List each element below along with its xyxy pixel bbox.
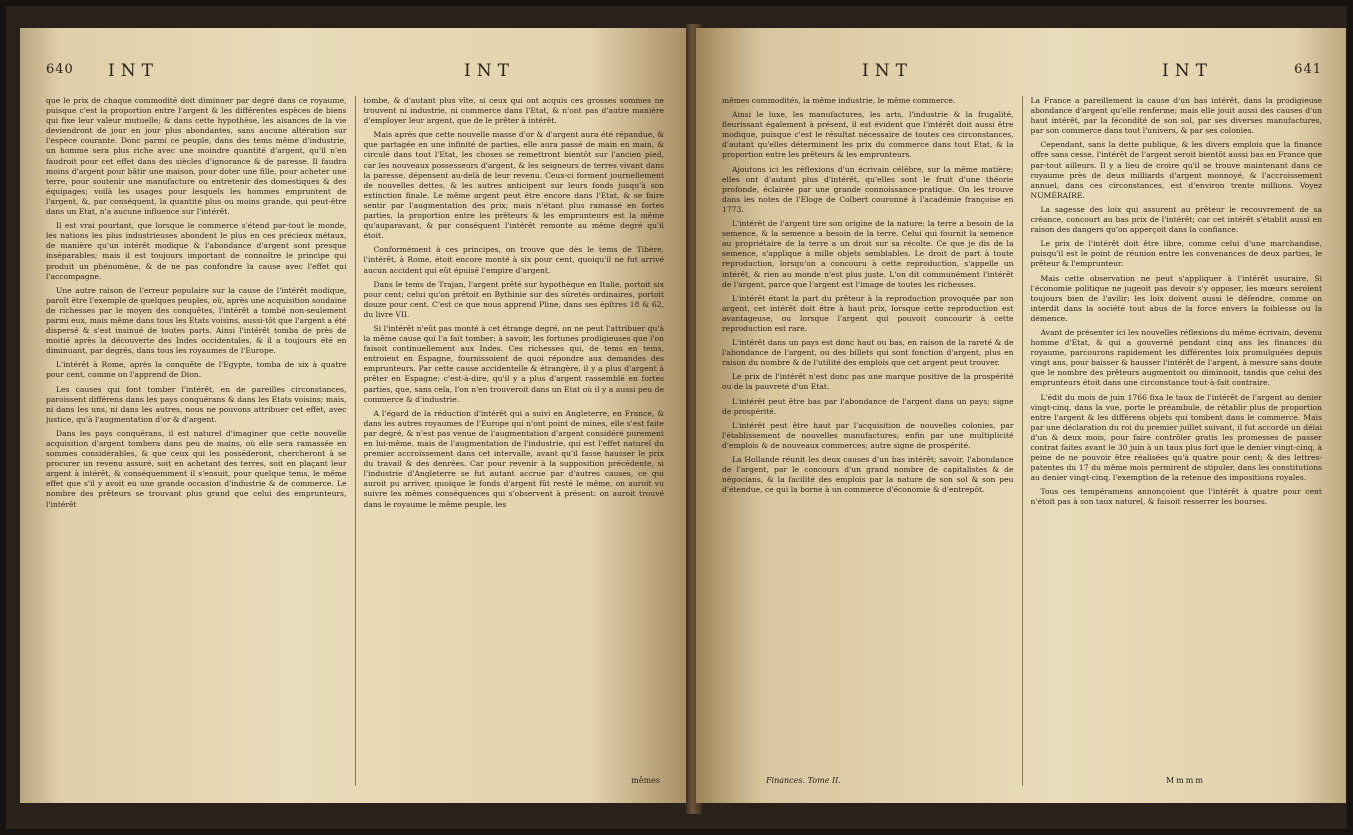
paragraph: Les causes qui font tomber l'intérêt, en de pareilles circonstances, paroissent différens dans les pays conquérans & dans les Etats voisins; mais, ni dans les uns, ni dans les autres, nous ne pouvons attribuer cet effet, avec justice, qu'à l'augmentation d'or & d'argent. — [46, 384, 347, 424]
running-head-right: INT — [464, 61, 515, 81]
running-head-right: INT — [1162, 61, 1213, 81]
paragraph: Conformément à ces principes, on trouve que dès le tems de Tibère, l'intérêt, à Rome, étoit encore monté à six pour cent, quoiqu'il ne fut arrivé aucun accident qui eût épuisé l'empire d'argent. — [363, 245, 664, 275]
paragraph: Dans le tems de Trajan, l'argent prêté sur hypothèque en Italie, portoit six pour cent; celui qu'on prêtoit en Bythinie sur des sûretés ordinaires, portoit douze pour cent. C'est ce que nous apprend Pline, dans ses épîtres 18 & 62, du livre VII. — [363, 279, 664, 319]
column-rule — [1022, 96, 1023, 786]
paragraph: L'édit du mois de juin 1766 fixa le taux de l'intérêt de l'argent au denier vingt-cinq, dans la vue, porte le préambule, de rétablir plus de proportion entre l'argent & les différens objets qui tombent dans le commerce. Mais par une déclaration du roi du premier juillet suivant, il fut accordé un délai d'un & deux mois, pour faire contrôler gratis les promesses de passer contrat faites avant le 30 juin à un taux plus fort que le denier vingt-cinq, à peine de ne pouvoir être réalisées qu'à quatre pour cent; & des lettres-patentes du 17 du même mois permirent de stipuler, dans les constitutions au denier vingt-cinq, l'exemption de la retenue des impositions royales. — [1030, 392, 1322, 483]
left-column-1 — [46, 96, 347, 786]
page-number: 640 — [46, 62, 74, 77]
left-page-header — [46, 28, 664, 81]
footer-volume: Finances. Tome II. — [766, 776, 841, 785]
open-book — [6, 6, 1347, 829]
paragraph: Si l'intérêt n'eût pas monté à cet étrange degré, on ne peut l'attribuer qu'à la même cause qui l'a fait tomber; à savoir, les fortunes prodigieuses que l'on faisoit continuellement aux Indes. Ces richesses qui, de tems en tems, entroient en Espagne, fournissoient de quoi répondre aux demandes des emprunteurs. Par cette cause accidentelle & étrangère, il y a plus d'argent à prêter en Espagne; c'est-à-dire, qu'il y a plus d'argent rassemblé en fortes parties, que, sans cela, l'on n'en trouveroit dans un Etat où il y a aussi peu de commerce & d'industrie. — [363, 323, 664, 404]
paragraph: Une autre raison de l'erreur populaire sur la cause de l'intérêt modique, paroît être l'exemple de quelques peuples, où, après une acquisition soudaine de richesses par le moyen des conquêtes, l'intérêt a tombé non-seulement parmi eux, mais même dans tous les Etats voisins, aussi-tôt que l'argent a été dispersé & s'est insinué de toutes parts. Ainsi l'intérêt tomba de près de moitié après la découverte des Indes occidentales, & il a toujours été en diminuant, par degrés, dans tous les royaumes de l'Europe. — [46, 285, 347, 356]
paragraph: tombe, & d'autant plus vîte, si ceux qui ont acquis ces grosses sommes ne trouvent ni industrie, ni commerce dans l'Etat, & n'ont pas d'autre manière d'employer leur argent, que de le prêter à intérêt. — [363, 96, 664, 126]
paragraph: L'intérêt à Rome, après la conquête de l'Egypte, tomba de six à quatre pour cent, comme on l'apprend de Dion. — [46, 360, 347, 380]
paragraph: Le prix de l'intérêt doit être libre, comme celui d'une marchandise, puisqu'il est le point de réunion entre les convenances de deux parties, le prêteur & l'emprunteur. — [1030, 239, 1322, 269]
paragraph: Tous ces tempéramens annonçoient que l'intérêt à quatre pour cent n'étoit pas à son taux naturel, & faisoit resserrer les bourses. — [1030, 487, 1322, 507]
paragraph: Mais après que cette nouvelle masse d'or & d'argent aura été répandue, & que partagée en une infinité de parties, elle aura passé de main en main, & circulé dans tout l'Etat, les choses se remettront bientôt sur l'ancien pied, car les nouveaux possesseurs d'argent, & les seigneurs de terres vivant dans la paresse, dépensent au-delà de leur revenu. Ceux-ci forment journellement de nouvelles dettes, & les autres anticipent sur leurs fonds jusqu'à son extinction finale. Le même argent peut être encore dans l'Etat, & se faire sentir par l'augmentation des prix; mais n'étant plus ramassé en fortes parties, la proportion entre les prêteurs & les emprunteurs est la même qu'auparavant, & par conséquent l'intérêt remonte au même degré qu'il étoit. — [363, 130, 664, 241]
column-rule — [355, 96, 356, 786]
right-page-header — [722, 28, 1322, 81]
paragraph: Il est vrai pourtant, que lorsque le commerce s'étend par-tout le monde, les nations les plus industrieuses abondent le plus en ces précieux métaux, de manière qu'un intérêt modique & l'abondance d'argent sont presque inséparables; mais il est toujours important de connoître le principe qui produit un phénomène, & de ne pas confondre la cause avec l'effet qui l'accompagne. — [46, 221, 347, 281]
paragraph: L'intérêt peut être haut par l'acquisition de nouvelles colonies, par l'établissement de nouvelles manufactures; enfin par une multiplicité d'emplois & de nouveaux commerces; autre signe de prospérité. — [722, 420, 1014, 450]
running-head-left: INT — [108, 61, 159, 81]
paragraph: Dans les pays conquérans, il est naturel d'imaginer que cette nouvelle acquisition d'argent tombera dans peu de mains, où elle sera ramassée en sommes considérables, & que ceux qui les posséderont, chercheront à se procurer un revenu assuré, soit en achetant des terres, soit en plaçant leur argent à intérêt, & conséquemment il s'ensuit, pour quelque tems, le même effet que s'il y avoit eu une grande occasion d'industrie & de commerce. Le nombre des prêteurs se trouvant plus grand que celui des emprunteurs, l'intérêt — [46, 428, 347, 509]
paragraph: Cependant, sans la dette publique, & les divers emplois que la finance offre sans cesse, l'intérêt de l'argent seroit bientôt aussi bas en France que par-tout ailleurs. Il y a lieu de croire qu'il se trouve maintenant dans ce royaume près de deux milliards d'argent monnoyé, & l'accroissement annuel, dans ces circonstances, est d'environ trente millions. Voyez NUMÉRAIRE. — [1030, 140, 1322, 200]
catchword: mêmes — [631, 776, 660, 785]
paragraph: La sagesse des loix qui assurent au prêteur le recouvrement de sa créance, concourt au bas prix de l'intérêt; car cet intérêt s'établit aussi en raison des dangers qu'on apperçoit dans la confiance. — [1030, 204, 1322, 235]
paragraph: L'intérêt dans un pays est donc haut ou bas, en raison de la rareté & de l'abondance de l'argent, ou des billets qui sont fonction d'argent, plus en raison du nombre & de l'utilité des emplois que cet argent peut trouver. — [722, 338, 1014, 368]
right-column-1 — [722, 96, 1014, 786]
right-column-2 — [1031, 96, 1323, 786]
signature-mark: Mmmm — [1166, 776, 1205, 785]
page-number: 641 — [1294, 62, 1322, 77]
paragraph: mêmes commodités, la même industrie, le même commerce. — [722, 96, 956, 105]
running-head-left: INT — [862, 61, 913, 81]
paragraph: La Hollande réunit les deux causes d'un bas intérêt; savoir, l'abondance de l'argent, par le concours d'un grand nombre de capitalistes & de négocians, & la facilité des emplois par la nature de son sol & son peu d'étendue, ce qui la borne à un commerce d'économie & d'entrepôt. — [722, 455, 1014, 495]
right-page — [696, 28, 1346, 803]
paragraph: L'intérêt de l'argent tire son origine de la nature; la terre a besoin de la semence, & la semence a besoin de la terre. Celui qui fournit la semence au propriétaire de la terre a un droit sur sa récolte. Ce que je dis de la semence, s'applique à mille objets semblables. Le droit de part à toute reproduction, lorsqu'on a concouru à cette reproduction, s'appelle un intérêt, & rien au monde n'est plus juste. L'on dit communément l'intérêt de l'argent, parce que l'argent est l'image de toutes les richesses. — [722, 219, 1014, 289]
paragraph: que le prix de chaque commodité doit diminuer par degré dans ce royaume, puisque c'est la proportion entre l'argent & les différentes espèces de biens qui fixe leur valeur mutuelle; & dans cette hypothèse, les aisances de la vie deviendront de jour en jour plus abondantes, sans aucune altération sur l'espèce courante. Donc parmi ce peuple, dans des tems même d'industrie, un homme sera plus riche avec une moindre quantité d'argent, qu'il n'en faudroit pour cet effet dans des siècles d'ignorance & de paresse. Il faudra moins d'argent pour bâtir une maison, pour doter une fille, pour acheter une terre, pour soutenir une manufacture ou entretenir des domestiques & des équipages; voilà les usages pour lesquels les hommes empruntent de l'argent, &, par conséquent, la quantité plus ou moins grande, qui peut-être dans un Etat, n'a aucune influence sur l'intérêt. — [46, 96, 347, 217]
paragraph: L'intérêt peut être bas par l'abondance de l'argent dans un pays; signe de prospérité. — [722, 396, 1014, 416]
paragraph: Le prix de l'intérêt n'est donc pas une marque positive de la prospérité ou de la pauvreté d'un Etat. — [722, 372, 1014, 392]
left-column-2 — [364, 96, 665, 786]
paragraph: Avant de présenter ici les nouvelles réflexions du même écrivain, devenu homme d'Etat, & qui a gouverné pendant cinq ans les finances du royaume, parcourons rapidement les différentes loix promulguées depuis vingt ans, pour baisser & hausser l'intérêt de l'argent, à mesure sans doute que le nombre des prêteurs augmentoit ou diminuoit, tandis que celui des emprunteurs étoit dans une circonstance tout-à-fait contraire. — [1030, 327, 1322, 388]
paragraph: La France a pareillement la cause d'un bas intérêt, dans la prodigieuse abondance d'argent qu'elle renferme; mais elle jouit aussi des causes d'un haut intérêt, par la fécondité de son sol, par ses diverses manufactures, par son commerce dans tout l'univers, & par ses colonies. — [1030, 96, 1322, 136]
left-page — [20, 28, 690, 803]
paragraph: Ajoutons ici les réflexions d'un écrivain célèbre, sur la même matière; elles ont d'autant plus d'intérêt, qu'elles sont le fruit d'une théorie profonde, éclairée par une grande connoissance-pratique. On les trouve dans les notes de l'Eloge de Colbert couronné à l'académie françoise en 1773. — [722, 164, 1014, 214]
paragraph: A l'égard de la réduction d'intérêt qui a suivi en Angleterre, en France, & dans les autres royaumes de l'Europe qui n'ont point de mines, elle s'est faite par degré, & n'est pas venue de l'augmentation d'argent considéré purement en lui-même, mais de l'augmentation de l'industrie, qui est l'effet naturel du premier accroissement dans cet intervalle, avant qu'il fasse hausser le prix du travail & des denrées. Car pour revenir à la supposition précédente, si l'industrie d'Angleterre se fut autant accrue par d'autres causes, ce qui auroit pu arriver, quoique le fonds d'argent fût resté le même, on auroit vu suivre les mêmes conséquences qui s'observent à présent: on auroit trouvé dans le royaume le même peuple, les — [363, 408, 664, 509]
paragraph: Ainsi le luxe, les manufactures, les arts, l'industrie & la frugalité, fleurissant également à présent, il est évident que l'intérêt doit aussi être modique, puisque c'est le résultat nécessaire de toutes ces circonstances, d'autant qu'elles déterminent les prix du commerce dans tout Etat, & la proportion entre les prêteurs & les emprunteurs. — [722, 110, 1014, 160]
paragraph: L'intérêt étant la part du prêteur à la reproduction provoquée par son argent, cet intérêt doit être à haut prix, lorsque cette reproduction est avantageuse, ou lorsque l'argent qui pouvoit concourir à cette reproduction est rare. — [722, 293, 1014, 333]
paragraph: Mais cette observation ne peut s'appliquer à l'intérêt usuraire. Si l'économie politique ne jugeoit pas devoir s'y opposer, les mœurs seroient toujours bien de l'avilir; les loix doivent aussi le défendre, comme on interdit dans la société tout abus de la force envers la foiblesse ou la démence. — [1030, 273, 1322, 323]
